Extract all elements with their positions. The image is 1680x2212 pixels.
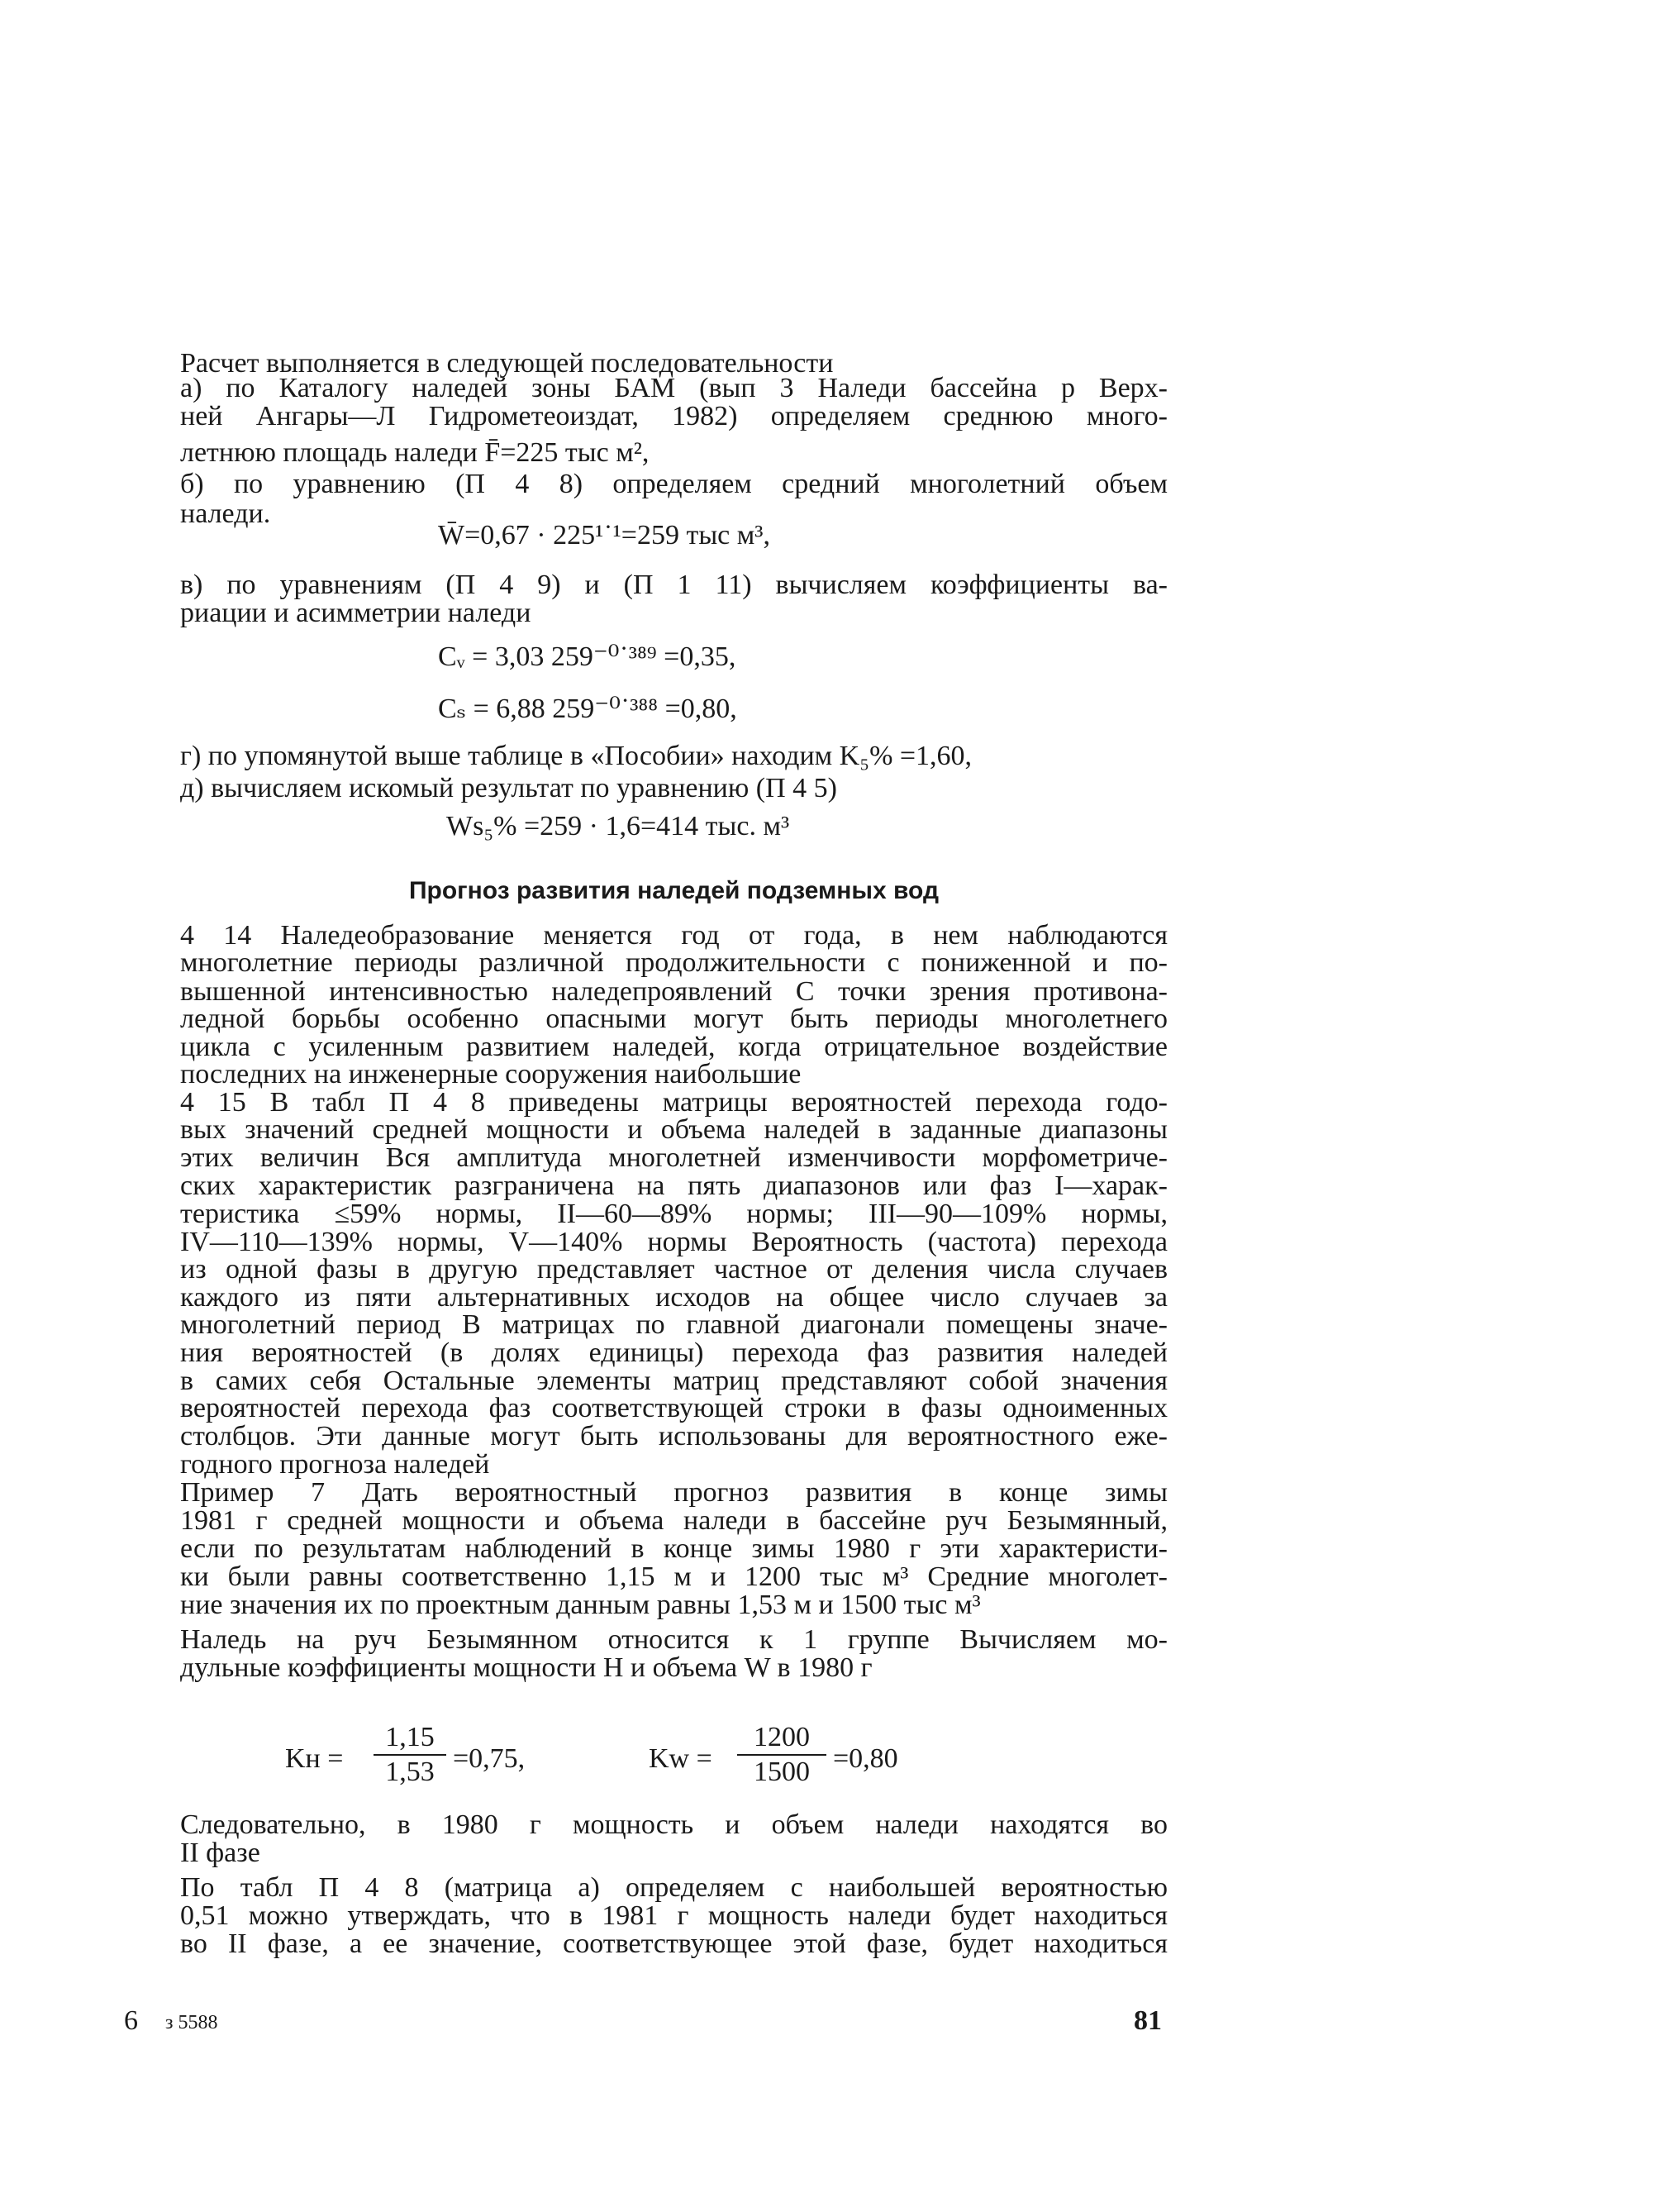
signature-number: 6 (124, 2005, 138, 2036)
text-line: IV—110—139% нормы, V—140% нормы Вероятность (частота) перехода (180, 1227, 1168, 1257)
kh-denominator: 1,53 (385, 1757, 435, 1787)
text-line: II фазе (180, 1838, 260, 1868)
kh-label: Kн = (285, 1743, 344, 1774)
text-line: дульные коэффициенты мощности H и объема W в 1980 г (180, 1652, 873, 1683)
kw-numerator: 1200 (737, 1721, 826, 1756)
formula-variation-coefficient: Cᵥ = 3,03 259⁻⁰˙³⁸⁹ =0,35, (438, 641, 736, 672)
text-line: наледи. (180, 498, 271, 529)
text-line: многолетний период В матрицах по главной диагонали помещены значе- (180, 1309, 1168, 1340)
text-line: в самих себя Остальные элементы матриц представляют собой значения (180, 1366, 1168, 1396)
order-code: з 5588 (165, 2012, 218, 2033)
text-line: ледной борьбы особенно опасными могут быть периоды многолетнего (180, 1004, 1168, 1034)
text-line: ки были равны соответственно 1,15 м и 1200 тыс м³ Средние многолет- (180, 1561, 1168, 1592)
kw-denominator: 1500 (754, 1757, 810, 1787)
text-line: цикла с усиленным развитием наледей, когда отрицательное воздействие (180, 1032, 1168, 1062)
text-line: если по результатам наблюдений в конце зимы 1980 г эти характеристи- (180, 1533, 1168, 1564)
text-line: а) по Каталогу наледей зоны БАМ (вып 3 Наледи бассейна р Верх- (180, 373, 1168, 403)
kh-numerator: 1,15 (374, 1721, 446, 1756)
text-line: Расчет выполняется в следующей последовательности (180, 348, 834, 379)
text-line: По табл П 4 8 (матрица а) определяем с наибольшей вероятностью (180, 1872, 1168, 1903)
kw-label: Kw = (649, 1743, 712, 1774)
text-line: многолетние периоды различной продолжительности с пониженной и по- (180, 947, 1168, 978)
text-line: ских характеристик разграничена на пять диапазонов или фаз I—харак- (180, 1170, 1168, 1201)
text-line: вероятностей перехода фаз соответствующей строки в фазы одноименных (180, 1393, 1168, 1423)
text-line: теристика ≤59% нормы, II—60—89% нормы; III—90—109% нормы, (180, 1199, 1168, 1229)
text-line: 4 15 В табл П 4 8 приведены матрицы вероятностей перехода годо- (180, 1087, 1168, 1118)
text-line: ния вероятностей (в долях единицы) перехода фаз развития наледей (180, 1337, 1168, 1368)
kw-fraction (737, 1721, 826, 1789)
kw-result: =0,80 (833, 1743, 898, 1774)
text-line: годного прогноза наледей (180, 1449, 490, 1480)
text-line: этих величин Вся амплитуда многолетней изменчивости морфометриче- (180, 1142, 1168, 1173)
text-line: каждого из пяти альтернативных исходов на общее число случаев за (180, 1282, 1168, 1313)
text-line: из одной фазы в другую представляет частное от деления числа случаев (180, 1254, 1168, 1285)
text-line: г) по упомянутой выше таблице в «Пособии» находим K₅% =1,60, (180, 741, 973, 771)
page-number: 81 (1134, 2005, 1162, 2036)
kh-fraction (374, 1721, 446, 1789)
text-line: во II фазе, а ее значение, соответствующее этой фазе, будет находиться (180, 1928, 1168, 1959)
text-line: 0,51 можно утверждать, что в 1981 г мощность наледи будет находиться (180, 1900, 1168, 1931)
formula-asymmetry-coefficient: Cₛ = 6,88 259⁻⁰˙³⁸⁸ =0,80, (438, 694, 737, 724)
text-line: вышенной интенсивностью наледепроявлений С точки зрения противона- (180, 976, 1168, 1007)
text-line: столбцов. Эти данные могут быть использованы для вероятностного еже- (180, 1421, 1168, 1452)
text-line: ние значения их по проектным данным равны 1,53 м и 1500 тыс м³ (180, 1590, 981, 1620)
text-line: Наледь на руч Безымянном относится к 1 группе Вычисляем мо- (180, 1624, 1168, 1655)
text-line: риации и асимметрии наледи (180, 598, 531, 628)
text-line: Следовательно, в 1980 г мощность и объем наледи находятся во (180, 1809, 1168, 1840)
text-line: 1981 г средней мощности и объема наледи в бассейне руч Безымянный, (180, 1505, 1168, 1536)
text-line: б) по уравнению (П 4 8) определяем средний многолетний объем (180, 469, 1168, 499)
text-line: летнюю площадь наледи F̄=225 тыс м², (180, 437, 650, 468)
text-line: ней Ангары—Л Гидрометеоиздат, 1982) определяем среднюю много- (180, 401, 1168, 431)
kh-result: =0,75, (453, 1743, 526, 1774)
section-heading: Прогноз развития наледей подземных вод (408, 877, 940, 904)
text-line: в) по уравнениям (П 4 9) и (П 1 11) вычисляем коэффициенты ва- (180, 570, 1168, 600)
text-line: 4 14 Наледеобразование меняется год от года, в нем наблюдаются (180, 920, 1168, 951)
formula-mean-volume: W̄=0,67 · 225¹˙¹=259 тыс м³, (438, 520, 770, 551)
text-line: последних на инженерные сооружения наибольшие (180, 1059, 802, 1089)
text-line: Пример 7 Дать вероятностный прогноз развития в конце зимы (180, 1477, 1168, 1508)
text-line: вых значений средней мощности и объема наледей в заданные диапазоны (180, 1114, 1168, 1145)
formula-result-volume: Ws₅% =259 · 1,6=414 тыс. м³ (446, 811, 790, 841)
text-line: д) вычисляем искомый результат по уравнению (П 4 5) (180, 773, 837, 803)
